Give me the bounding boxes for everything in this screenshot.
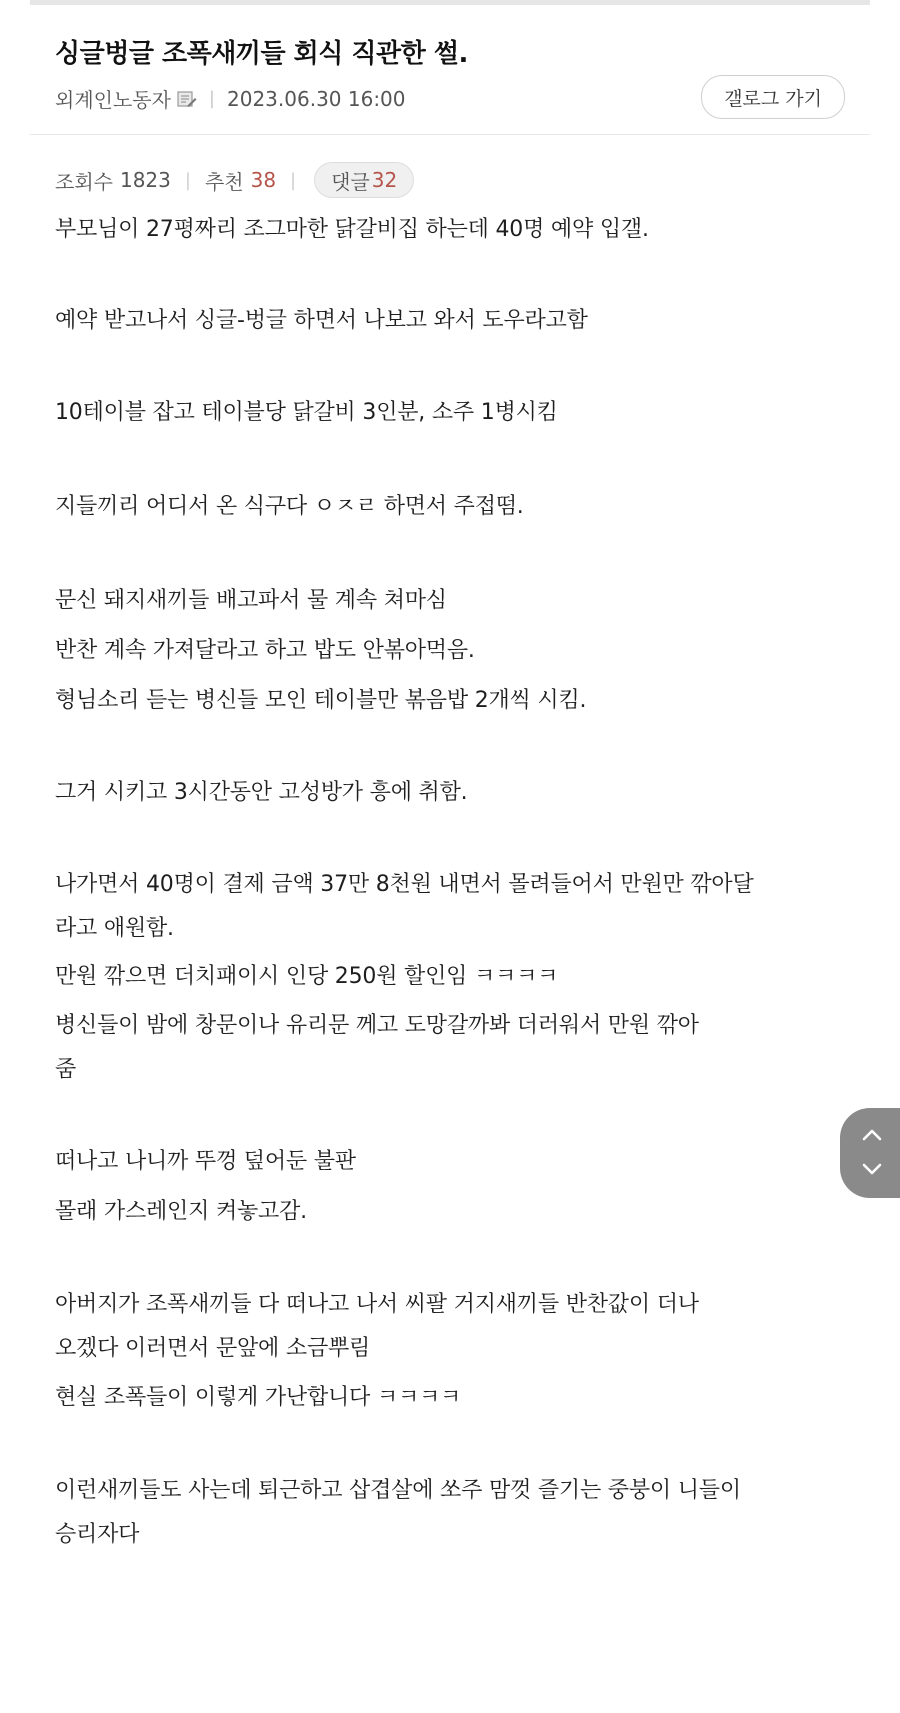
body-line: 라고 애원함. (55, 916, 174, 941)
body-line: 그거 시키고 3시간동안 고성방가 흥에 취함. (55, 780, 468, 805)
meta-separator: | (208, 88, 215, 109)
body-line: 형님소리 듣는 병신들 모인 테이블만 볶음밥 2개씩 시킴. (55, 688, 587, 713)
body-line: 몰래 가스레인지 켜놓고감. (55, 1199, 307, 1224)
body-line: 만원 깎으면 더치패이시 인당 250원 할인임 ㅋㅋㅋㅋ (55, 964, 559, 989)
header-divider (30, 134, 870, 135)
post-stats (55, 162, 414, 198)
body-line: 반찬 계속 가져달라고 하고 밥도 안볶아먹음. (55, 638, 475, 663)
post-meta (55, 84, 406, 113)
body-line: 이런새끼들도 사는데 퇴근하고 삽겹살에 쏘주 맘껏 즐기는 중붕이 니들이 (55, 1478, 741, 1503)
body-line: 병신들이 밤에 창문이나 유리문 께고 도망갈까봐 더러워서 만원 깎아 (55, 1013, 699, 1038)
recommend-count: 38 (250, 168, 277, 192)
post-datetime: 2023.06.30 16:00 (227, 86, 406, 111)
scroll-down-icon[interactable] (861, 1162, 883, 1176)
views-count: 1823 (119, 168, 171, 192)
stats-separator: | (290, 169, 297, 191)
body-line: 줌 (55, 1057, 77, 1082)
author-name[interactable]: 외계인노동자 (55, 88, 171, 112)
gallog-button[interactable]: 갤로그 가기 (701, 75, 845, 119)
body-line: 예약 받고나서 싱글-벙글 하면서 나보고 와서 도우라고함 (55, 308, 588, 333)
body-line: 지들끼리 어디서 온 식구다 ㅇㅈㄹ 하면서 주접떰. (55, 494, 524, 519)
body-line: 부모님이 27평짜리 조그마한 닭갈비집 하는데 40명 예약 입갤. (55, 217, 649, 242)
gallog-icon[interactable] (177, 90, 197, 108)
scroll-controls (840, 1108, 900, 1198)
post-title: 싱글벙글 조폭새끼들 회식 직관한 썰. (55, 39, 468, 69)
recommend-label: 추천 (204, 169, 244, 194)
stats-separator: | (184, 169, 191, 191)
comments-count: 32 (371, 168, 398, 192)
top-divider (30, 0, 870, 5)
comments-button[interactable] (314, 162, 414, 198)
body-line: 오겠다 이러면서 문앞에 소금뿌림 (55, 1336, 371, 1361)
views-label: 조회수 (55, 169, 113, 194)
comments-label: 댓글 (331, 169, 370, 194)
body-line: 나가면서 40명이 결제 금액 37만 8천원 내면서 몰려들어서 만원만 깎아달 (55, 872, 754, 897)
body-line: 승리자다 (55, 1522, 140, 1547)
body-line: 10테이블 잡고 테이블당 닭갈비 3인분, 소주 1병시킴 (55, 400, 558, 425)
body-line: 문신 돼지새끼들 배고파서 물 계속 쳐마심 (55, 588, 447, 613)
body-line: 현실 조폭들이 이렇게 가난합니다 ㅋㅋㅋㅋ (55, 1385, 462, 1410)
body-line: 아버지가 조폭새끼들 다 떠나고 나서 씨팔 거지새끼들 반찬값이 더나 (55, 1292, 699, 1317)
body-line: 떠나고 나니까 뚜껑 덮어둔 불판 (55, 1149, 356, 1174)
scroll-up-icon[interactable] (861, 1128, 883, 1142)
